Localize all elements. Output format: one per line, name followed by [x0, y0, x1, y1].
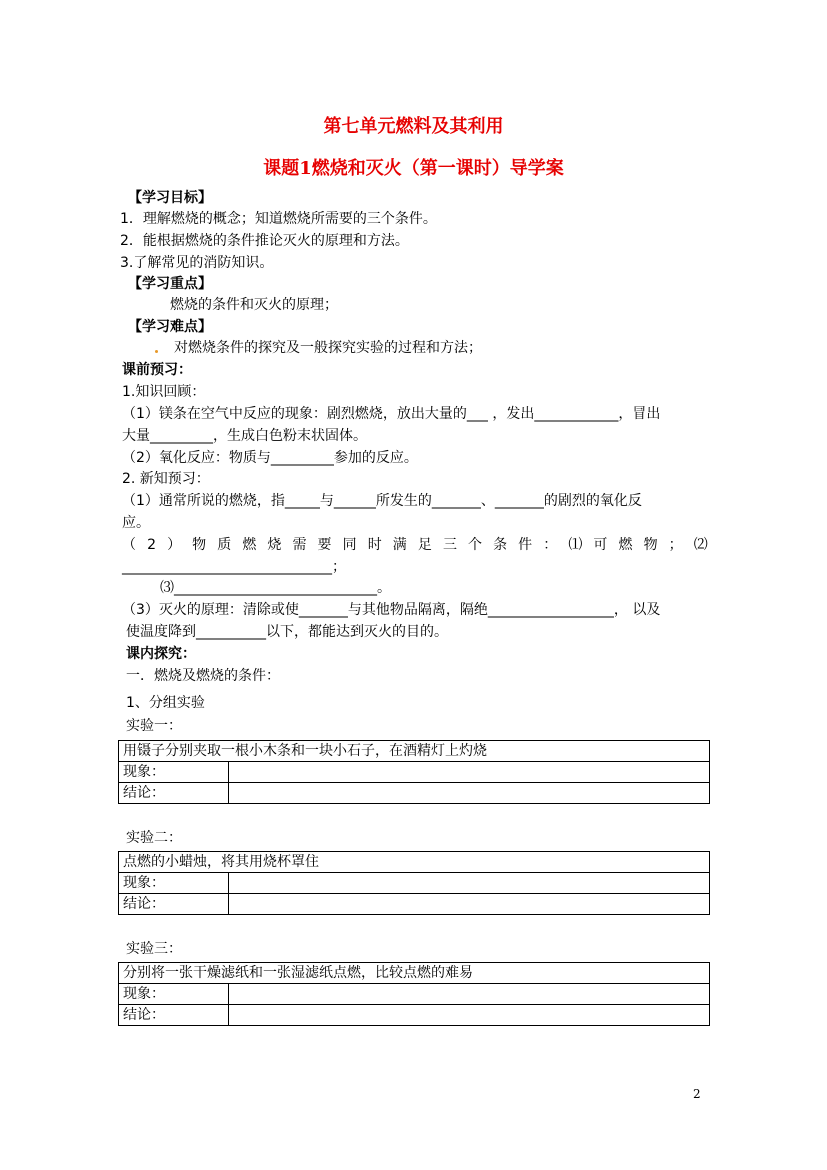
spaced-char: ⑴: [568, 537, 583, 553]
spaced-char: ）: [167, 537, 182, 553]
experiment-table: [118, 740, 710, 804]
experiment-label: 实验二：: [126, 830, 182, 846]
conclusion-answer-cell[interactable]: [229, 783, 710, 804]
conclusion-answer-cell[interactable]: [229, 1005, 710, 1026]
experiment-table: [118, 962, 710, 1026]
page-number: 2: [693, 1087, 701, 1101]
phenomenon-answer-cell[interactable]: [229, 984, 710, 1005]
new-q1-line1: （1）通常所说的燃烧，指_____与______所发生的_______、_______的剧烈的氧化反: [122, 493, 642, 509]
spaced-char: 燃: [242, 537, 257, 553]
new-q1-line2: 应。: [122, 515, 150, 531]
conclusion-answer-cell[interactable]: [229, 894, 710, 915]
new-preview-title: 2. 新知预习：: [122, 471, 210, 487]
spaced-char: 烧: [267, 537, 282, 553]
spaced-char: ：: [543, 537, 558, 553]
inclass-section: 一．燃烧及燃烧的条件：: [126, 668, 280, 684]
conclusion-label: 结论：: [119, 894, 229, 915]
spaced-char: 时: [367, 537, 382, 553]
spaced-char: 三: [442, 537, 457, 553]
key-points-heading: 【学习重点】: [128, 276, 212, 292]
spaced-char: 要: [317, 537, 332, 553]
difficulties-heading: 【学习难点】: [128, 319, 212, 335]
new-q3-line2: 使温度降到__________以下，都能达到灭火的目的。: [126, 624, 448, 640]
spaced-char: 需: [292, 537, 307, 553]
spaced-char: 同: [342, 537, 357, 553]
table-row: [119, 762, 710, 783]
spaced-char: 个: [468, 537, 483, 553]
new-q2-line2: ______________________________；: [122, 559, 346, 575]
spaced-char: 燃: [618, 537, 633, 553]
experiment-description: 分别将一张干燥滤纸和一张湿滤纸点燃，比较点燃的难易: [119, 963, 710, 984]
table-row: [119, 783, 710, 804]
table-row: [119, 1005, 710, 1026]
difficulties-text: 对燃烧条件的探究及一般探究实验的过程和方法；: [174, 340, 482, 356]
spaced-char: 足: [417, 537, 432, 553]
experiment-label: 实验一：: [126, 718, 182, 734]
phenomenon-label: 现象：: [119, 873, 229, 894]
objective-item: 1．理解燃烧的概念；知道燃烧所需要的三个条件。: [120, 211, 437, 227]
spaced-char: ⑵: [693, 537, 708, 553]
inclass-heading: 课内探究：: [126, 646, 196, 662]
conclusion-label: 结论：: [119, 783, 229, 804]
phenomenon-label: 现象：: [119, 984, 229, 1005]
phenomenon-answer-cell[interactable]: [229, 873, 710, 894]
key-points-text: 燃烧的条件和灭火的原理；: [170, 297, 338, 313]
group-experiment-title: 1、分组实验: [126, 695, 205, 711]
table-row: [119, 873, 710, 894]
page-subtitle: 课题1燃烧和灭火（第一课时）导学案: [263, 158, 564, 179]
review-q1-line2: 大量_________，生成白色粉末状固体。: [122, 428, 367, 444]
spaced-char: ；: [668, 537, 683, 553]
review-q2: （2）氧化反应：物质与_________参加的反应。: [122, 450, 418, 466]
conclusion-label: 结论：: [119, 1005, 229, 1026]
spaced-char: 可: [593, 537, 608, 553]
spaced-char: 质: [217, 537, 232, 553]
spaced-char: （: [122, 537, 136, 553]
phenomenon-answer-cell[interactable]: [229, 762, 710, 783]
spaced-char: 件: [518, 537, 533, 553]
phenomenon-label: 现象：: [119, 762, 229, 783]
table-row: [119, 984, 710, 1005]
objective-item: 2．能根据燃烧的条件推论灭火的原理和方法。: [120, 233, 409, 249]
table-row: [119, 741, 710, 762]
review-q1-line1: （1）镁条在空气中反应的现象：剧烈燃烧，放出大量的___ ，发出____________，冒出: [122, 406, 661, 422]
experiment-description: 点燃的小蜡烛，将其用烧杯罩住: [119, 852, 710, 873]
table-row: [119, 963, 710, 984]
spaced-char: 2: [147, 537, 156, 553]
preview-heading: 课前预习：: [122, 362, 192, 378]
orange-dot-mark: [155, 350, 158, 353]
objective-item: 3.了解常见的消防知识。: [120, 255, 274, 271]
new-q3-line1: （3）灭火的原理：清除或使_______与其他物品隔离，隔绝__________________， 以及: [122, 602, 661, 618]
experiment-table: [118, 851, 710, 915]
page-title: 第七单元燃料及其利用: [323, 116, 504, 137]
spaced-char: 物: [643, 537, 658, 553]
table-row: [119, 852, 710, 873]
experiment-description: 用镊子分别夹取一根小木条和一块小石子，在酒精灯上灼烧: [119, 741, 710, 762]
spaced-char: 满: [392, 537, 407, 553]
spaced-char: 条: [493, 537, 508, 553]
spaced-char: 物: [192, 537, 207, 553]
review-title: 1.知识回顾：: [122, 384, 206, 400]
experiment-label: 实验三：: [126, 941, 182, 957]
new-q2-line3: ⑶_____________________________。: [160, 580, 391, 596]
new-q2-line1: [122, 535, 708, 555]
objectives-heading: 【学习目标】: [128, 190, 212, 206]
table-row: [119, 894, 710, 915]
